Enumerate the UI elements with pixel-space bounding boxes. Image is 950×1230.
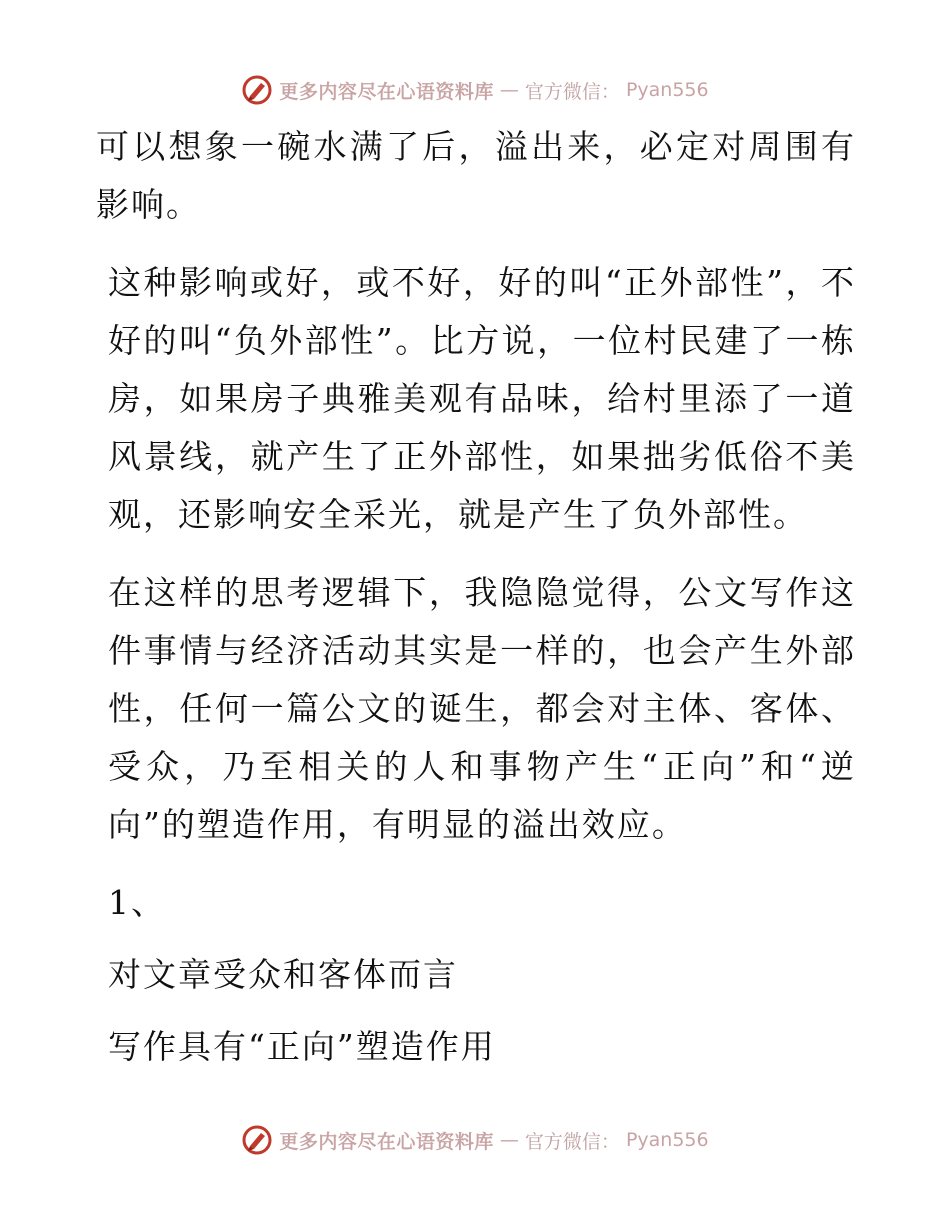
watermark-separator: — bbox=[499, 79, 519, 101]
pen-logo-icon bbox=[241, 74, 273, 106]
section-title-line-1: 对文章受众和客体而言 bbox=[108, 955, 458, 994]
watermark-wechat-label: 官方微信： bbox=[524, 1130, 620, 1153]
document-body bbox=[96, 118, 856, 1090]
watermark-main-text: 更多内容尽在心语资料库 bbox=[279, 80, 494, 103]
paragraph-1: 可以想象一碗水满了后，溢出来，必定对周围有影响。 bbox=[96, 127, 856, 224]
watermark-separator: — bbox=[499, 1129, 519, 1151]
section-title-line-2: 写作具有“正向”塑造作用 bbox=[108, 1027, 496, 1066]
paragraph-2: 这种影响或好，或不好，好的叫“正外部性”，不好的叫“负外部性”。比方说，一位村民建了一栋房，如果房子典雅美观有品味，给村里添了一道风景线，就产生了正外部性，如果拙劣低俗不美观，还影响安全采光，就是产生了负外部性。 bbox=[108, 263, 856, 534]
watermark-wechat-id: Pyan556 bbox=[625, 1129, 709, 1151]
watermark-wechat-id: Pyan556 bbox=[625, 79, 709, 101]
section-number: 1、 bbox=[108, 883, 166, 922]
footer-watermark bbox=[0, 1120, 950, 1160]
pen-logo-icon bbox=[241, 1124, 273, 1156]
watermark-main-text: 更多内容尽在心语资料库 bbox=[279, 1130, 494, 1153]
paragraph-3: 在这样的思考逻辑下，我隐隐觉得，公文写作这件事情与经济活动其实是一样的，也会产生外部性，任何一篇公文的诞生，都会对主体、客体、受众，乃至相关的人和事物产生“正向”和“逆向”的塑造作用，有明显的溢出效应。 bbox=[108, 573, 856, 844]
header-watermark bbox=[0, 70, 950, 110]
watermark-wechat-label: 官方微信： bbox=[524, 80, 620, 103]
